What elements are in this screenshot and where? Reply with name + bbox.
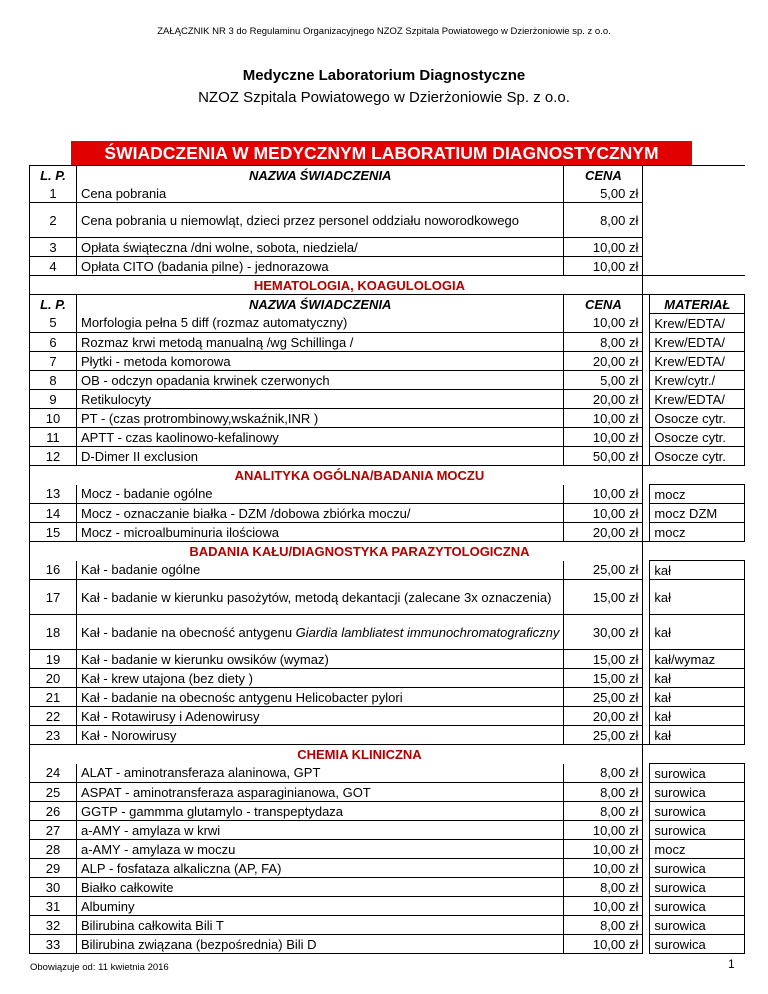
row-cena: 25,00 zł (564, 688, 643, 707)
table-row (30, 897, 745, 916)
row-material: kał (650, 688, 745, 707)
row-name: Mocz - badanie ogólne (77, 485, 564, 504)
row-lp: 19 (30, 650, 77, 669)
row-cena: 10,00 zł (564, 935, 643, 954)
row-lp: 16 (30, 561, 77, 580)
table-row (30, 504, 745, 523)
row-material: kał (650, 669, 745, 688)
row-cena: 5,00 zł (564, 371, 643, 390)
row-cena: 10,00 zł (564, 897, 643, 916)
row-cena: 10,00 zł (564, 840, 643, 859)
col-header-cena: CENA (564, 166, 643, 185)
row-material: surowica (650, 878, 745, 897)
row-cena: 25,00 zł (564, 726, 643, 745)
row-material: surowica (650, 802, 745, 821)
row-cena: 25,00 zł (564, 561, 643, 580)
row-name: Cena pobrania u niemowląt, dzieci przez personel oddziału noworodkowego (77, 203, 564, 238)
organization-title: Medyczne Laboratorium Diagnostyczne (242, 67, 526, 84)
row-name: a-AMY - amylaza w krwi (77, 821, 564, 840)
row-lp: 6 (30, 333, 77, 352)
row-lp: 30 (30, 878, 77, 897)
row-name: PT - (czas protrombinowy,wskaźnik,INR ) (77, 409, 564, 428)
row-name: Rozmaz krwi metodą manualną /wg Schillinga / (77, 333, 564, 352)
col-header-lp: L. P. (30, 295, 77, 314)
row-name: Opłata świąteczna /dni wolne, sobota, niedziela/ (77, 238, 564, 257)
organization-subtitle: NZOZ Szpitala Powiatowego w Dzierżoniowie Sp. z o.o. (198, 89, 570, 106)
row-cena: 10,00 zł (564, 409, 643, 428)
row-lp: 22 (30, 707, 77, 726)
document-header-note: ZAŁĄCZNIK NR 3 do Regulaminu Organizacyjnego NZOZ Szpitala Powiatowego w Dzierżoniowie sp. z o.o. (157, 26, 611, 37)
row-cena: 8,00 zł (564, 802, 643, 821)
row-cena: 20,00 zł (564, 352, 643, 371)
price-table (29, 165, 745, 954)
row-material: Krew/cytr./ (650, 371, 745, 390)
row-material: surowica (650, 859, 745, 878)
table-row (30, 561, 745, 580)
row-name (77, 615, 564, 650)
row-material: surowica (650, 935, 745, 954)
row-material: surowica (650, 764, 745, 783)
row-lp: 17 (30, 580, 77, 615)
row-material: surowica (650, 783, 745, 802)
row-cena: 10,00 zł (564, 504, 643, 523)
row-lp: 32 (30, 916, 77, 935)
row-cena: 10,00 zł (564, 485, 643, 504)
row-cena: 15,00 zł (564, 580, 643, 615)
section-title-row (30, 542, 745, 561)
row-cena: 8,00 zł (564, 916, 643, 935)
row-lp: 26 (30, 802, 77, 821)
row-lp: 1 (30, 184, 77, 203)
row-lp: 8 (30, 371, 77, 390)
row-material: Krew/EDTA/ (650, 390, 745, 409)
row-lp: 11 (30, 428, 77, 447)
table-row (30, 352, 745, 371)
table-row (30, 859, 745, 878)
row-lp: 25 (30, 783, 77, 802)
row-cena: 50,00 zł (564, 447, 643, 466)
row-cena: 5,00 zł (564, 184, 643, 203)
row-name-prefix: Kał - badanie na obecność antygenu (81, 624, 296, 640)
row-name: ALP - fosfataza alkaliczna (AP, FA) (77, 859, 564, 878)
table-row (30, 840, 745, 859)
table-row (30, 390, 745, 409)
row-lp: 15 (30, 523, 77, 542)
row-cena: 8,00 zł (564, 333, 643, 352)
row-name: Kał - Norowirusy (77, 726, 564, 745)
table-row (30, 726, 745, 745)
row-name: Albuminy (77, 897, 564, 916)
row-name: Cena pobrania (77, 184, 564, 203)
row-name: a-AMY - amylaza w moczu (77, 840, 564, 859)
row-lp: 23 (30, 726, 77, 745)
table-row (30, 707, 745, 726)
row-name: APTT - czas kaolinowo-kefalinowy (77, 428, 564, 447)
row-lp: 5 (30, 314, 77, 333)
table-row (30, 688, 745, 707)
row-name: Retikulocyty (77, 390, 564, 409)
row-name: Kał - badanie na obecnośc antygenu Helicobacter pylori (77, 688, 564, 707)
effective-date: Obowiązuje od: 11 kwietnia 2016 (30, 962, 169, 973)
table-row (30, 257, 745, 276)
page-number: 1 (728, 957, 735, 971)
col-header-lp: L. P. (30, 166, 77, 185)
table-row (30, 783, 745, 802)
row-name: Płytki - metoda komorowa (77, 352, 564, 371)
row-name: ASPAT - aminotransferaza asparaginianowa, GOT (77, 783, 564, 802)
row-material: surowica (650, 821, 745, 840)
section-title-hematology: HEMATOLOGIA, KOAGULOLOGIA (77, 276, 643, 295)
row-lp: 3 (30, 238, 77, 257)
row-cena: 8,00 zł (564, 764, 643, 783)
row-material: kał (650, 561, 745, 580)
row-cena: 20,00 zł (564, 523, 643, 542)
row-lp: 14 (30, 504, 77, 523)
row-material: Krew/EDTA/ (650, 333, 745, 352)
table-row (30, 371, 745, 390)
row-cena: 20,00 zł (564, 390, 643, 409)
table-row (30, 615, 745, 650)
row-name: Bilirubina całkowita Bili T (77, 916, 564, 935)
row-lp: 24 (30, 764, 77, 783)
col-header-cena: CENA (564, 295, 643, 314)
row-cena: 30,00 zł (564, 615, 643, 650)
row-material: kał (650, 707, 745, 726)
row-lp: 12 (30, 447, 77, 466)
row-name: Kał - badanie w kierunku pasożytów, metodą dekantacji (zalecane 3x oznaczenia) (77, 580, 564, 615)
table-row (30, 203, 745, 238)
table-row (30, 764, 745, 783)
col-header-material: MATERIAŁ (650, 295, 745, 314)
table-row (30, 580, 745, 615)
table-row (30, 447, 745, 466)
row-material: Krew/EDTA/ (650, 352, 745, 371)
row-lp: 2 (30, 203, 77, 238)
row-name: Mocz - oznaczanie białka - DZM /dobowa zbiórka moczu/ (77, 504, 564, 523)
row-cena: 20,00 zł (564, 707, 643, 726)
section-title-row (30, 276, 745, 295)
row-cena: 8,00 zł (564, 878, 643, 897)
row-lp: 31 (30, 897, 77, 916)
row-name: GGTP - gammma glutamylo - transpeptydaza (77, 802, 564, 821)
table-row (30, 802, 745, 821)
table-row (30, 238, 745, 257)
row-material: mocz (650, 523, 745, 542)
row-name: Kał - krew utajona (bez diety ) (77, 669, 564, 688)
row-name: Mocz - microalbuminuria ilościowa (77, 523, 564, 542)
section-title-chemistry: CHEMIA KLINICZNA (77, 745, 643, 764)
table-row (30, 314, 745, 333)
row-name: D-Dimer II exclusion (77, 447, 564, 466)
table-row (30, 878, 745, 897)
table-row (30, 428, 745, 447)
row-material: kał/wymaz (650, 650, 745, 669)
row-material: kał (650, 580, 745, 615)
row-cena: 10,00 zł (564, 821, 643, 840)
table-row (30, 485, 745, 504)
col-header-name: NAZWA ŚWIADCZENIA (77, 166, 564, 185)
table-row (30, 184, 745, 203)
row-material: mocz (650, 485, 745, 504)
table-row (30, 409, 745, 428)
row-cena: 10,00 zł (564, 428, 643, 447)
row-material: kał (650, 726, 745, 745)
row-material: surowica (650, 916, 745, 935)
table-row (30, 523, 745, 542)
row-material: Osocze cytr. (650, 447, 745, 466)
row-material: mocz DZM (650, 504, 745, 523)
row-material: surowica (650, 897, 745, 916)
row-cena: 10,00 zł (564, 314, 643, 333)
row-cena: 10,00 zł (564, 238, 643, 257)
row-material: kał (650, 615, 745, 650)
row-name-italic: Giardia lambliatest immunochromatograficzny (295, 624, 560, 640)
section-title-urine: ANALITYKA OGÓLNA/BADANIA MOCZU (77, 466, 643, 485)
row-lp: 4 (30, 257, 77, 276)
table-row (30, 916, 745, 935)
row-name: OB - odczyn opadania krwinek czerwonych (77, 371, 564, 390)
price-list-banner: ŚWIADCZENIA W MEDYCZNYM LABORATIUM DIAGNOSTYCZNYM (71, 141, 692, 165)
row-lp: 29 (30, 859, 77, 878)
col-header-name: NAZWA ŚWIADCZENIA (77, 295, 564, 314)
section-title-row (30, 466, 745, 485)
row-cena: 10,00 zł (564, 859, 643, 878)
row-name: Białko całkowite (77, 878, 564, 897)
table-row (30, 821, 745, 840)
table-row (30, 669, 745, 688)
row-cena: 15,00 zł (564, 669, 643, 688)
row-lp: 9 (30, 390, 77, 409)
row-material: Krew/EDTA/ (650, 314, 745, 333)
row-lp: 18 (30, 615, 77, 650)
row-lp: 7 (30, 352, 77, 371)
hematology-header-row (30, 295, 745, 314)
row-cena: 15,00 zł (564, 650, 643, 669)
row-material: Osocze cytr. (650, 409, 745, 428)
row-lp: 33 (30, 935, 77, 954)
row-cena: 8,00 zł (564, 203, 643, 238)
table-row (30, 650, 745, 669)
general-header-row (30, 166, 745, 185)
table-row (30, 333, 745, 352)
row-cena: 10,00 zł (564, 257, 643, 276)
row-name: Morfologia pełna 5 diff (rozmaz automatyczny) (77, 314, 564, 333)
row-material: mocz (650, 840, 745, 859)
row-lp: 28 (30, 840, 77, 859)
row-material: Osocze cytr. (650, 428, 745, 447)
section-title-stool: BADANIA KAŁU/DIAGNOSTYKA PARAZYTOLOGICZNA (77, 542, 643, 561)
row-lp: 20 (30, 669, 77, 688)
row-lp: 10 (30, 409, 77, 428)
row-name: Opłata CITO (badania pilne) - jednorazowa (77, 257, 564, 276)
table-row (30, 935, 745, 954)
row-lp: 27 (30, 821, 77, 840)
row-lp: 13 (30, 485, 77, 504)
row-name: ALAT - aminotransferaza alaninowa, GPT (77, 764, 564, 783)
row-cena: 8,00 zł (564, 783, 643, 802)
row-name: Bilirubina związana (bezpośrednia) Bili D (77, 935, 564, 954)
section-title-row (30, 745, 745, 764)
row-name: Kał - badanie w kierunku owsików (wymaz) (77, 650, 564, 669)
row-lp: 21 (30, 688, 77, 707)
row-name: Kał - Rotawirusy i Adenowirusy (77, 707, 564, 726)
row-name: Kał - badanie ogólne (77, 561, 564, 580)
